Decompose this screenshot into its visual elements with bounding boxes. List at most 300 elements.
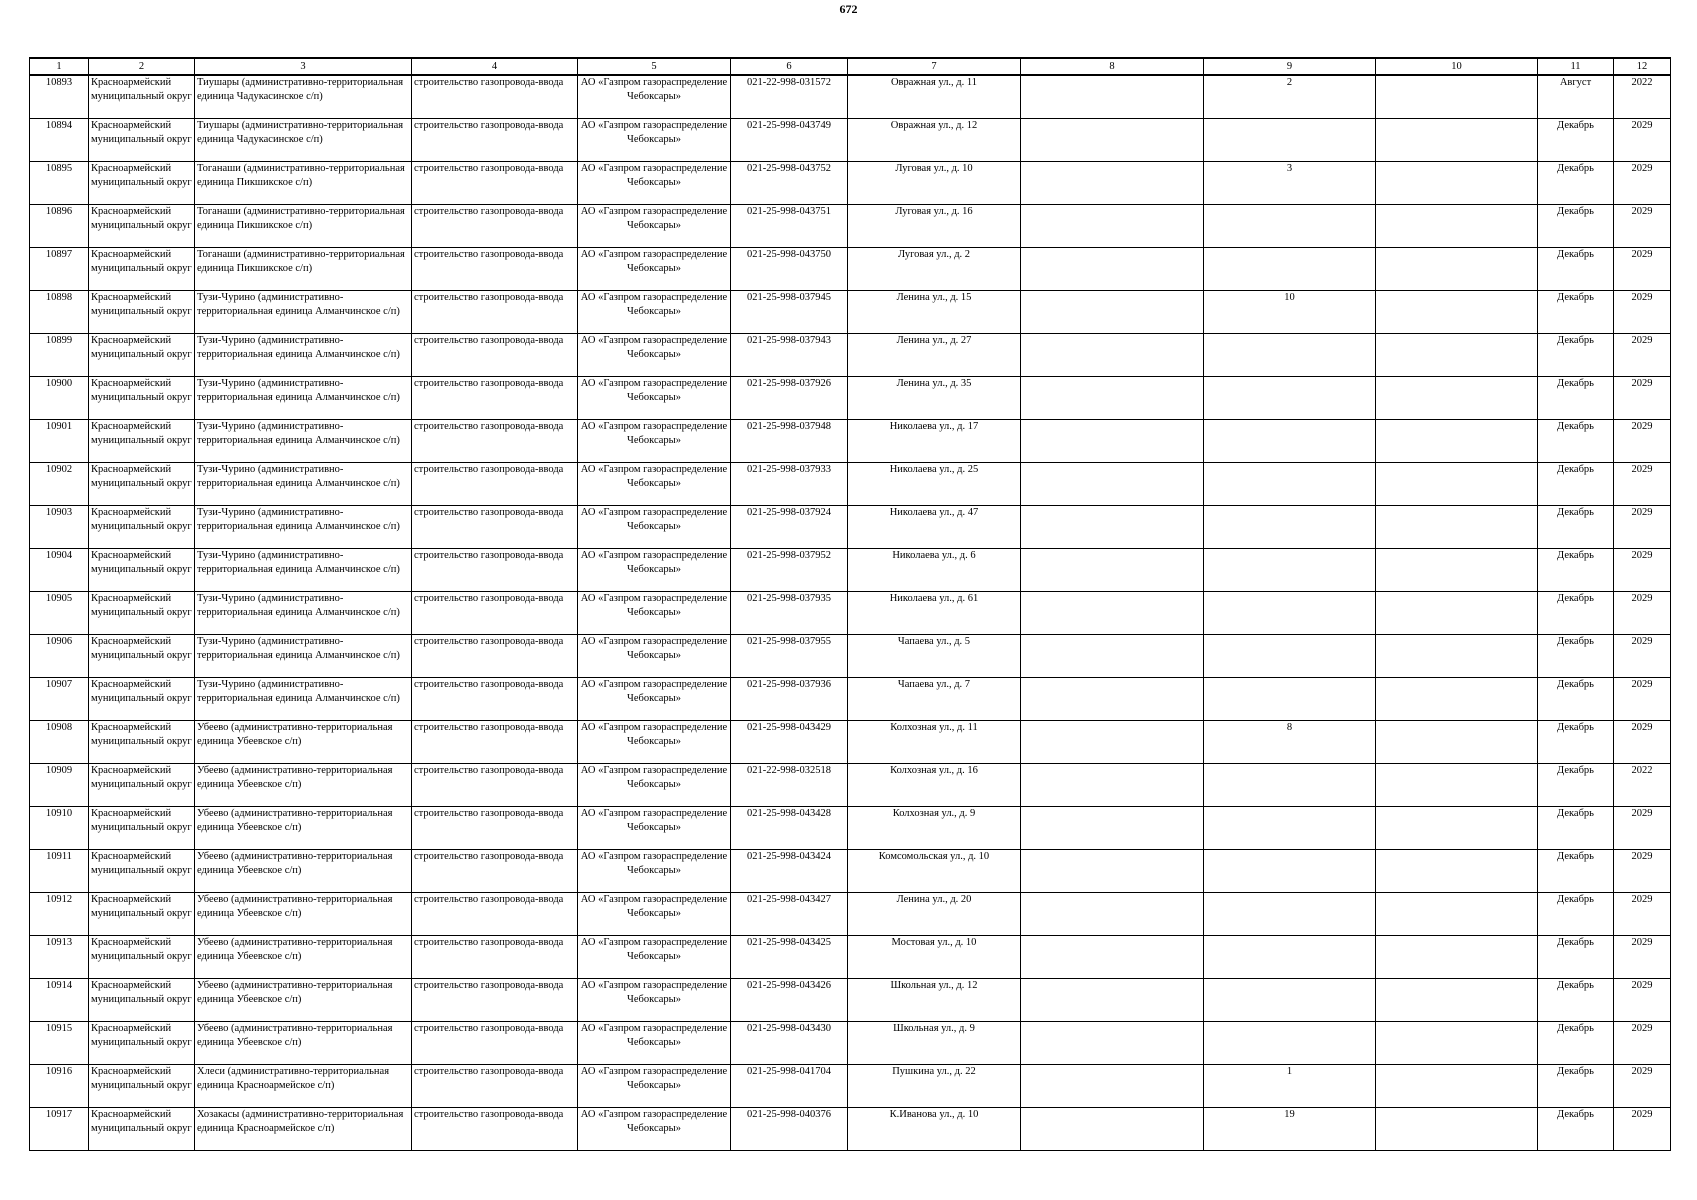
cell-text: Тузи-Чурино (административно-территориальная единица Алманчинское с/п) — [197, 292, 400, 317]
cell-text: 2029 — [1631, 1109, 1653, 1120]
cell-text — [1206, 334, 1373, 376]
cell-settlement — [195, 119, 412, 162]
column-header-1: 1 — [30, 58, 89, 75]
cell-text: строительство газопровода-ввода — [414, 507, 564, 518]
cell-text: Красноармейский муниципальный округ — [91, 77, 192, 102]
cell-year — [1614, 162, 1671, 205]
cell-text: 2029 — [1631, 636, 1653, 647]
cell-work — [412, 291, 578, 334]
cell-text: 021-25-998-043428 — [747, 808, 831, 819]
cell-text: АО «Газпром газораспределение Чебоксары» — [580, 163, 728, 188]
cell-text: АО «Газпром газораспределение Чебоксары» — [580, 636, 728, 661]
cell-text: Луговая ул., д. 16 — [895, 206, 973, 217]
cell-text — [1378, 850, 1535, 892]
cell-text: 10893 — [45, 77, 73, 88]
cell-text: АО «Газпром газораспределение Чебоксары» — [580, 593, 728, 618]
cell-text: Ленина ул., д. 15 — [896, 292, 972, 303]
cell-text: 1 — [1286, 1066, 1293, 1077]
cell-c9 — [1204, 979, 1376, 1022]
cell-text: 021-25-998-037943 — [747, 335, 831, 346]
cell-month — [1538, 377, 1614, 420]
cell-c9 — [1204, 807, 1376, 850]
cell-text: 10907 — [45, 679, 73, 690]
cell-text: строительство газопровода-ввода — [414, 894, 564, 905]
cell-work — [412, 936, 578, 979]
cell-org — [578, 506, 731, 549]
cell-text: строительство газопровода-ввода — [414, 77, 564, 88]
cell-text: АО «Газпром газораспределение Чебоксары» — [580, 1109, 728, 1134]
cell-work — [412, 893, 578, 936]
cell-text: Декабрь — [1557, 464, 1594, 475]
cell-address — [848, 635, 1021, 678]
cell-c9 — [1204, 1022, 1376, 1065]
cell-month — [1538, 162, 1614, 205]
cell-c10 — [1376, 850, 1538, 893]
table-row — [30, 291, 1671, 334]
cell-text — [1023, 119, 1201, 161]
cell-settlement — [195, 678, 412, 721]
cell-text — [1378, 678, 1535, 720]
cell-month — [1538, 291, 1614, 334]
cell-work — [412, 979, 578, 1022]
cell-text — [1206, 248, 1373, 290]
cell-c10 — [1376, 248, 1538, 291]
cell-text: Декабрь — [1557, 378, 1594, 389]
cell-month — [1538, 75, 1614, 119]
cell-text: 021-25-998-043430 — [747, 1023, 831, 1034]
cell-num — [30, 291, 89, 334]
cell-code — [731, 850, 848, 893]
table-row — [30, 248, 1671, 291]
cell-c10 — [1376, 162, 1538, 205]
cell-c8 — [1021, 936, 1204, 979]
cell-text: Красноармейский муниципальный округ — [91, 206, 192, 231]
cell-text: 8 — [1286, 722, 1293, 733]
cell-district — [89, 936, 195, 979]
cell-text: Красноармейский муниципальный округ — [91, 980, 192, 1005]
cell-text: Тузи-Чурино (административно-территориальная единица Алманчинское с/п) — [197, 507, 400, 532]
column-header-11: 11 — [1538, 58, 1614, 75]
cell-org — [578, 979, 731, 1022]
cell-work — [412, 1108, 578, 1151]
column-header-5: 5 — [578, 58, 731, 75]
cell-text: 2029 — [1631, 593, 1653, 604]
cell-org — [578, 205, 731, 248]
cell-text: Красноармейский муниципальный округ — [91, 421, 192, 446]
table-row — [30, 377, 1671, 420]
cell-text — [1023, 635, 1201, 677]
cell-settlement — [195, 1065, 412, 1108]
cell-c9 — [1204, 75, 1376, 119]
cell-code — [731, 162, 848, 205]
cell-c10 — [1376, 1065, 1538, 1108]
table-row — [30, 678, 1671, 721]
cell-text: Красноармейский муниципальный округ — [91, 249, 192, 274]
cell-text — [1023, 549, 1201, 591]
cell-c8 — [1021, 850, 1204, 893]
cell-c8 — [1021, 721, 1204, 764]
cell-work — [412, 205, 578, 248]
cell-c10 — [1376, 463, 1538, 506]
cell-district — [89, 463, 195, 506]
cell-year — [1614, 678, 1671, 721]
cell-settlement — [195, 205, 412, 248]
cell-work — [412, 721, 578, 764]
cell-code — [731, 807, 848, 850]
cell-c8 — [1021, 592, 1204, 635]
cell-address — [848, 592, 1021, 635]
cell-num — [30, 506, 89, 549]
table-row — [30, 721, 1671, 764]
cell-c9 — [1204, 936, 1376, 979]
cell-text: Декабрь — [1557, 980, 1594, 991]
cell-text: Декабрь — [1557, 335, 1594, 346]
cell-num — [30, 205, 89, 248]
table-row — [30, 506, 1671, 549]
cell-text: АО «Газпром газораспределение Чебоксары» — [580, 550, 728, 575]
cell-text: Красноармейский муниципальный округ — [91, 163, 192, 188]
cell-year — [1614, 721, 1671, 764]
cell-year — [1614, 463, 1671, 506]
cell-text — [1378, 807, 1535, 849]
cell-year — [1614, 592, 1671, 635]
cell-c9 — [1204, 162, 1376, 205]
cell-month — [1538, 463, 1614, 506]
cell-address — [848, 678, 1021, 721]
cell-text: Овражная ул., д. 11 — [890, 77, 978, 88]
cell-text: Тоганаши (административно-территориальная единица Пикшикское с/п) — [197, 249, 405, 274]
cell-text — [1206, 764, 1373, 806]
cell-text: Ленина ул., д. 27 — [896, 335, 972, 346]
cell-code — [731, 936, 848, 979]
cell-text: Мостовая ул., д. 10 — [891, 937, 977, 948]
cell-work — [412, 1065, 578, 1108]
table-row — [30, 592, 1671, 635]
cell-num — [30, 1065, 89, 1108]
cell-org — [578, 592, 731, 635]
cell-text — [1378, 506, 1535, 548]
cell-c10 — [1376, 377, 1538, 420]
cell-text: Декабрь — [1557, 421, 1594, 432]
cell-num — [30, 721, 89, 764]
cell-year — [1614, 807, 1671, 850]
cell-text: 2029 — [1631, 851, 1653, 862]
cell-text: Ленина ул., д. 35 — [896, 378, 972, 389]
cell-c9 — [1204, 248, 1376, 291]
cell-text: 2029 — [1631, 206, 1653, 217]
cell-text: АО «Газпром газораспределение Чебоксары» — [580, 722, 728, 747]
cell-address — [848, 162, 1021, 205]
cell-code — [731, 334, 848, 377]
cell-code — [731, 1065, 848, 1108]
cell-work — [412, 75, 578, 119]
cell-year — [1614, 420, 1671, 463]
cell-text: АО «Газпром газораспределение Чебоксары» — [580, 894, 728, 919]
cell-year — [1614, 764, 1671, 807]
cell-code — [731, 764, 848, 807]
cell-text: 10908 — [45, 722, 73, 733]
cell-text — [1206, 635, 1373, 677]
cell-text: Декабрь — [1557, 163, 1594, 174]
table-row — [30, 893, 1671, 936]
cell-text: 10901 — [45, 421, 73, 432]
table-row — [30, 119, 1671, 162]
cell-c10 — [1376, 635, 1538, 678]
cell-text: Декабрь — [1557, 249, 1594, 260]
cell-text: 2022 — [1631, 765, 1653, 776]
cell-code — [731, 979, 848, 1022]
cell-org — [578, 162, 731, 205]
cell-code — [731, 119, 848, 162]
cell-text: Красноармейский муниципальный округ — [91, 851, 192, 876]
cell-work — [412, 807, 578, 850]
cell-text: строительство газопровода-ввода — [414, 378, 564, 389]
cell-address — [848, 549, 1021, 592]
cell-text — [1378, 248, 1535, 290]
cell-num — [30, 936, 89, 979]
cell-address — [848, 377, 1021, 420]
cell-org — [578, 936, 731, 979]
cell-text: 2029 — [1631, 722, 1653, 733]
cell-address — [848, 721, 1021, 764]
cell-text: Красноармейский муниципальный округ — [91, 1109, 192, 1134]
cell-text: строительство газопровода-ввода — [414, 292, 564, 303]
cell-org — [578, 764, 731, 807]
cell-num — [30, 592, 89, 635]
table-row — [30, 635, 1671, 678]
cell-address — [848, 291, 1021, 334]
cell-district — [89, 721, 195, 764]
cell-c9 — [1204, 678, 1376, 721]
cell-year — [1614, 893, 1671, 936]
cell-text: 10895 — [45, 163, 73, 174]
cell-year — [1614, 936, 1671, 979]
cell-org — [578, 334, 731, 377]
cell-text: Убеево (административно-территориальная единица Убеевское с/п) — [197, 722, 393, 747]
cell-num — [30, 979, 89, 1022]
cell-text — [1378, 893, 1535, 935]
cell-text — [1378, 635, 1535, 677]
cell-text: Декабрь — [1557, 206, 1594, 217]
cell-text: Красноармейский муниципальный округ — [91, 894, 192, 919]
cell-c8 — [1021, 119, 1204, 162]
cell-text: 021-25-998-037926 — [747, 378, 831, 389]
cell-month — [1538, 979, 1614, 1022]
column-header-10: 10 — [1376, 58, 1538, 75]
cell-text — [1378, 979, 1535, 1021]
cell-c8 — [1021, 1022, 1204, 1065]
cell-text: Декабрь — [1557, 292, 1594, 303]
cell-settlement — [195, 334, 412, 377]
cell-c9 — [1204, 205, 1376, 248]
cell-settlement — [195, 635, 412, 678]
cell-text: АО «Газпром газораспределение Чебоксары» — [580, 77, 728, 102]
cell-text: АО «Газпром газораспределение Чебоксары» — [580, 249, 728, 274]
cell-settlement — [195, 807, 412, 850]
cell-work — [412, 119, 578, 162]
cell-month — [1538, 678, 1614, 721]
cell-text — [1023, 1022, 1201, 1064]
cell-year — [1614, 334, 1671, 377]
cell-code — [731, 549, 848, 592]
cell-text: Чапаева ул., д. 5 — [897, 636, 971, 647]
cell-address — [848, 420, 1021, 463]
cell-text: Колхозная ул., д. 16 — [890, 765, 978, 776]
cell-text: Убеево (административно-территориальная единица Убеевское с/п) — [197, 851, 393, 876]
cell-text — [1378, 549, 1535, 591]
cell-text: Декабрь — [1557, 1066, 1594, 1077]
table-row — [30, 549, 1671, 592]
cell-text: АО «Газпром газораспределение Чебоксары» — [580, 980, 728, 1005]
cell-text: 10912 — [45, 894, 73, 905]
cell-c10 — [1376, 420, 1538, 463]
cell-text: Красноармейский муниципальный округ — [91, 636, 192, 661]
cell-text: 2029 — [1631, 808, 1653, 819]
cell-text: Овражная ул., д. 12 — [890, 120, 978, 131]
cell-text: Убеево (административно-территориальная единица Убеевское с/п) — [197, 1023, 393, 1048]
cell-text — [1023, 807, 1201, 849]
table-row — [30, 764, 1671, 807]
cell-text: 3 — [1286, 163, 1293, 174]
cell-text: 10 — [1284, 292, 1295, 303]
column-header-9: 9 — [1204, 58, 1376, 75]
column-header-3: 3 — [195, 58, 412, 75]
cell-text: АО «Газпром газораспределение Чебоксары» — [580, 808, 728, 833]
cell-text: АО «Газпром газораспределение Чебоксары» — [580, 292, 728, 317]
cell-work — [412, 463, 578, 506]
cell-text — [1378, 76, 1535, 118]
cell-text: АО «Газпром газораспределение Чебоксары» — [580, 464, 728, 489]
cell-text: Красноармейский муниципальный округ — [91, 722, 192, 747]
cell-address — [848, 248, 1021, 291]
cell-org — [578, 119, 731, 162]
cell-text: 19 — [1284, 1109, 1295, 1120]
cell-text: 10914 — [45, 980, 73, 991]
cell-text — [1023, 1065, 1201, 1107]
cell-text: 021-25-998-037955 — [747, 636, 831, 647]
cell-text — [1378, 592, 1535, 634]
cell-num — [30, 764, 89, 807]
cell-text: Луговая ул., д. 2 — [897, 249, 971, 260]
cell-text: Красноармейский муниципальный округ — [91, 507, 192, 532]
cell-text: строительство газопровода-ввода — [414, 421, 564, 432]
cell-c9 — [1204, 506, 1376, 549]
cell-year — [1614, 549, 1671, 592]
cell-text: 2029 — [1631, 378, 1653, 389]
cell-text: Красноармейский муниципальный округ — [91, 550, 192, 575]
cell-text: 021-25-998-043749 — [747, 120, 831, 131]
cell-c10 — [1376, 678, 1538, 721]
cell-year — [1614, 1065, 1671, 1108]
cell-text: 2029 — [1631, 679, 1653, 690]
cell-text: 2029 — [1631, 120, 1653, 131]
cell-year — [1614, 205, 1671, 248]
cell-num — [30, 334, 89, 377]
cell-settlement — [195, 721, 412, 764]
table-row — [30, 420, 1671, 463]
cell-text — [1023, 721, 1201, 763]
cell-settlement — [195, 979, 412, 1022]
cell-text — [1206, 807, 1373, 849]
cell-c10 — [1376, 75, 1538, 119]
cell-text: 021-25-998-043427 — [747, 894, 831, 905]
cell-c8 — [1021, 205, 1204, 248]
cell-text: 021-25-998-043429 — [747, 722, 831, 733]
cell-text: строительство газопровода-ввода — [414, 550, 564, 561]
cell-code — [731, 463, 848, 506]
cell-month — [1538, 420, 1614, 463]
cell-text: Декабрь — [1557, 507, 1594, 518]
cell-district — [89, 893, 195, 936]
cell-text: 021-25-998-043751 — [747, 206, 831, 217]
cell-text: строительство газопровода-ввода — [414, 1023, 564, 1034]
cell-month — [1538, 807, 1614, 850]
cell-c8 — [1021, 1108, 1204, 1151]
cell-c9 — [1204, 291, 1376, 334]
cell-text: 021-25-998-037945 — [747, 292, 831, 303]
cell-text — [1023, 592, 1201, 634]
cell-text — [1023, 463, 1201, 505]
cell-work — [412, 420, 578, 463]
cell-text: 021-22-998-032518 — [747, 765, 831, 776]
cell-text: 10917 — [45, 1109, 73, 1120]
cell-text: 021-25-998-043424 — [747, 851, 831, 862]
cell-text: 021-25-998-043750 — [747, 249, 831, 260]
cell-month — [1538, 592, 1614, 635]
cell-work — [412, 334, 578, 377]
cell-work — [412, 592, 578, 635]
cell-district — [89, 377, 195, 420]
cell-month — [1538, 893, 1614, 936]
cell-month — [1538, 334, 1614, 377]
cell-work — [412, 850, 578, 893]
gas-pipeline-table — [29, 57, 1671, 1151]
cell-work — [412, 506, 578, 549]
cell-text: 10904 — [45, 550, 73, 561]
cell-district — [89, 1022, 195, 1065]
cell-text: Декабрь — [1557, 679, 1594, 690]
cell-settlement — [195, 248, 412, 291]
cell-settlement — [195, 764, 412, 807]
cell-org — [578, 291, 731, 334]
cell-address — [848, 807, 1021, 850]
cell-text — [1206, 377, 1373, 419]
cell-text — [1023, 377, 1201, 419]
cell-settlement — [195, 75, 412, 119]
cell-text: АО «Газпром газораспределение Чебоксары» — [580, 378, 728, 403]
cell-text — [1023, 506, 1201, 548]
cell-text: АО «Газпром газораспределение Чебоксары» — [580, 851, 728, 876]
cell-code — [731, 893, 848, 936]
cell-text: 2029 — [1631, 292, 1653, 303]
cell-code — [731, 592, 848, 635]
cell-text: 021-25-998-037952 — [747, 550, 831, 561]
cell-year — [1614, 75, 1671, 119]
cell-text: Тузи-Чурино (административно-территориальная единица Алманчинское с/п) — [197, 378, 400, 403]
cell-district — [89, 592, 195, 635]
cell-year — [1614, 506, 1671, 549]
cell-c9 — [1204, 764, 1376, 807]
cell-text: Декабрь — [1557, 765, 1594, 776]
cell-text: Красноармейский муниципальный округ — [91, 1066, 192, 1091]
cell-text: Декабрь — [1557, 593, 1594, 604]
cell-address — [848, 764, 1021, 807]
cell-text: АО «Газпром газораспределение Чебоксары» — [580, 335, 728, 360]
cell-text: Декабрь — [1557, 550, 1594, 561]
cell-text: Николаева ул., д. 25 — [889, 464, 979, 475]
cell-num — [30, 75, 89, 119]
cell-org — [578, 377, 731, 420]
